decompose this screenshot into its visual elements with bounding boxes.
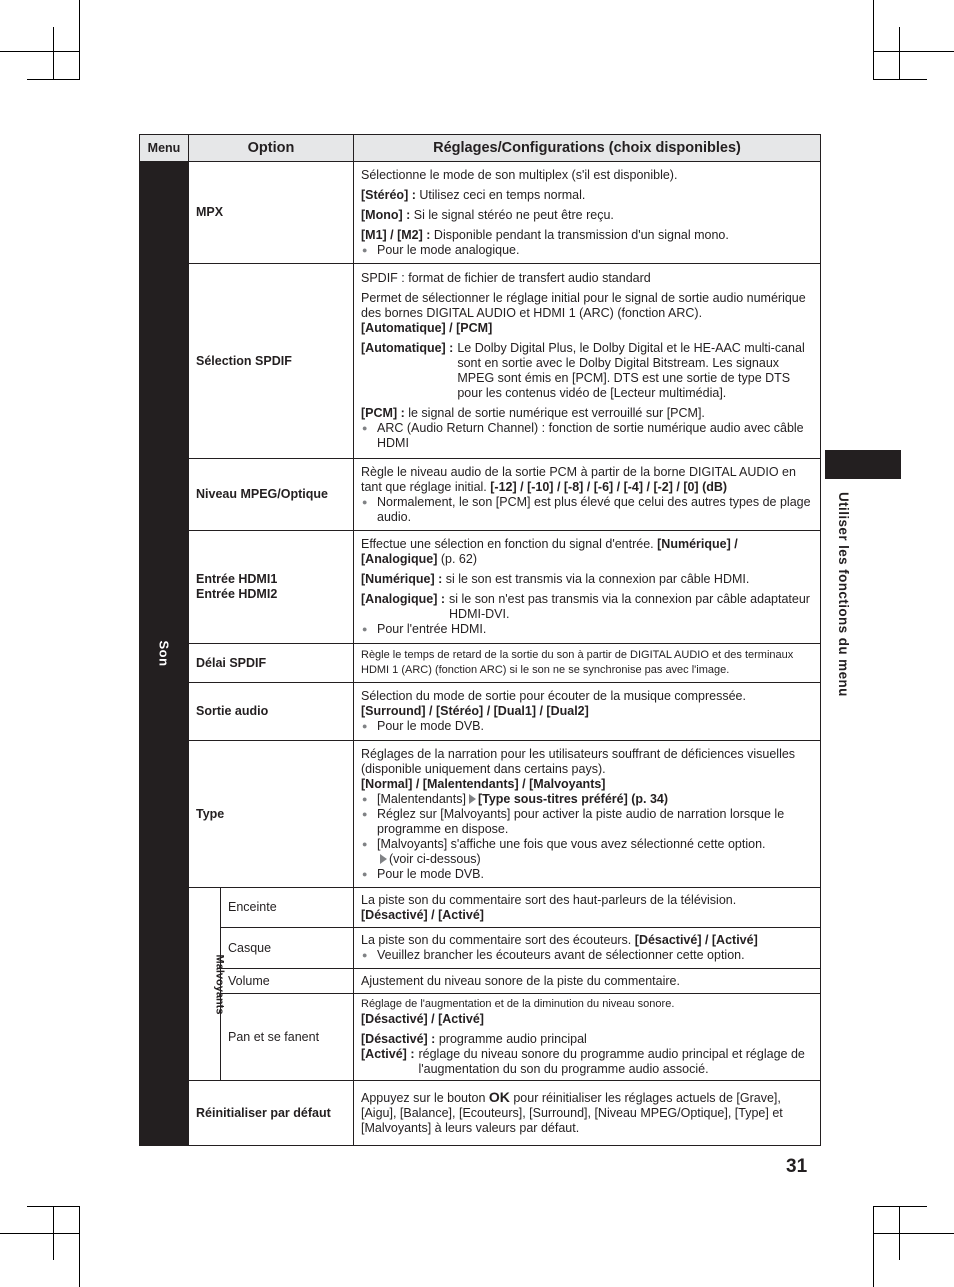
settings-spdif: SPDIF : format de fichier de transfert audio standard Permet de sélectionner le réglage initial pour le signal de sortie audio numérique des bornes DIGITAL AUDIO et HDMI 1 (ARC) (fonction ARC). [Automatique] / [PCM] [Automatique] : Le Dolby Digital Plus, le Dolby Digital et le HE-AAC multi-canal sont en sortie avec le Dolby Digital Bitstream. Les signaux MPEG sont émis en [PCM]. DTS est une sortie de type DTS pour les contenus vidéo de [Lecteur multimédia]. [PCM] : le signal de sortie numérique est verrouillé sur [PCM]. ● ARC (Audio Return Channel) : fonction de sortie numérique audio avec câble HDMI bbox=[354, 264, 821, 459]
crop-mark bbox=[873, 1206, 927, 1207]
subgroup-label-malvoyants: Malvoyants bbox=[189, 888, 221, 1081]
option-volume: Volume bbox=[221, 969, 354, 994]
arrow-icon bbox=[380, 854, 387, 864]
settings-type: Réglages de la narration pour les utilisateurs souffrant de déficiences visuelles (disponible uniquement dans certains pays). [Normal] / [Malentendants] / [Malvoyants] ● [Malentendants] [Type sous-titres préféré] (p. 34) ● Réglez sur [Malvoyants] pour activer la piste audio de narration lorsque le programme en dispose. ● [Malvoyants] s'affiche une fois que vous avez sélectionné cette option. (voir ci-dessous) ● Pour le mode DVB. bbox=[354, 741, 821, 888]
crop-mark bbox=[27, 79, 80, 80]
option-spdif: Sélection SPDIF bbox=[189, 264, 354, 459]
crop-mark bbox=[899, 27, 900, 80]
crop-mark bbox=[79, 0, 80, 80]
settings-speaker: La piste son du commentaire sort des haut-parleurs de la télévision. [Désactivé] / [Activé] bbox=[354, 888, 821, 928]
crop-mark bbox=[0, 1233, 80, 1234]
crop-mark bbox=[79, 1206, 80, 1287]
settings-headphone: La piste son du commentaire sort des écouteurs. [Désactivé] / [Activé] ● Veuillez brancher les écouteurs avant de sélectionner cette option. bbox=[354, 928, 821, 969]
table-row-mpeg bbox=[140, 459, 821, 531]
option-hdmi: Entrée HDMI1 Entrée HDMI2 bbox=[189, 531, 354, 644]
option-mpeg: Niveau MPEG/Optique bbox=[189, 459, 354, 531]
settings-delay: Règle le temps de retard de la sortie du son à partir de DIGITAL AUDIO et des terminaux HDMI 1 (ARC) (fonction ARC) si le son ne se synchronise pas avec l'image. bbox=[354, 644, 821, 683]
crop-mark bbox=[27, 1206, 80, 1207]
chapter-title: Utiliser les fonctions du menu bbox=[836, 492, 851, 697]
table-row-mpx bbox=[140, 162, 821, 264]
table-row-output bbox=[140, 683, 821, 741]
table-row-reset bbox=[140, 1081, 821, 1146]
settings-mpx: Sélectionne le mode de son multiplex (s'il est disponible). [Stéréo] : Utilisez ceci en temps normal. [Mono] : Si le signal stéréo ne peut être reçu. [M1] / [M2] : Disponible pendant la transmission d'un signal mono. ● Pour le mode analogique. bbox=[354, 162, 821, 264]
table-header-row bbox=[140, 135, 821, 162]
crop-mark bbox=[873, 1233, 954, 1234]
option-delay: Délai SPDIF bbox=[189, 644, 354, 683]
settings-output: Sélection du mode de sortie pour écouter de la musique compressée. [Surround] / [Stéréo] / [Dual1] / [Dual2] ● Pour le mode DVB. bbox=[354, 683, 821, 741]
crop-mark bbox=[873, 1206, 874, 1287]
crop-mark bbox=[873, 0, 874, 80]
table-row-speaker bbox=[140, 888, 821, 928]
settings-volume: Ajustement du niveau sonore de la piste du commentaire. bbox=[354, 969, 821, 994]
table-row-delay bbox=[140, 644, 821, 683]
crop-mark bbox=[873, 79, 927, 80]
option-output: Sortie audio bbox=[189, 683, 354, 741]
table-row-pan bbox=[140, 994, 821, 1081]
table-row-spdif bbox=[140, 264, 821, 459]
header-menu: Menu bbox=[140, 135, 189, 162]
chapter-tab bbox=[825, 450, 901, 479]
header-settings: Réglages/Configurations (choix disponibles) bbox=[354, 135, 821, 162]
option-speaker: Enceinte bbox=[221, 888, 354, 928]
group-label-son: Son bbox=[140, 162, 189, 1146]
arrow-icon bbox=[469, 794, 476, 804]
option-headphone: Casque bbox=[221, 928, 354, 969]
table-row-type bbox=[140, 741, 821, 888]
settings-pan: Réglage de l'augmentation et de la diminution du niveau sonore. [Désactivé] / [Activé] [Désactivé] : programme audio principal [Activé] : réglage du niveau sonore du programme audio principal et réglage de l'augmentation du son du programme audio associé. bbox=[354, 994, 821, 1081]
crop-mark bbox=[899, 1206, 900, 1260]
table-row-hdmi bbox=[140, 531, 821, 644]
option-pan: Pan et se fanent bbox=[221, 994, 354, 1081]
sound-settings-table bbox=[139, 134, 821, 1146]
crop-mark bbox=[873, 51, 954, 52]
table-row-volume bbox=[140, 969, 821, 994]
crop-mark bbox=[53, 27, 54, 80]
crop-mark bbox=[53, 1206, 54, 1260]
option-type: Type bbox=[189, 741, 354, 888]
settings-hdmi: Effectue une sélection en fonction du signal d'entrée. [Numérique] / [Analogique] (p. 62) [Numérique] : si le son est transmis via la connexion par câble HDMI. [Analogique] : si le son n'est pas transmis via la connexion par câble adaptateur HDMI-DVI. ● Pour l'entrée HDMI. bbox=[354, 531, 821, 644]
option-reset: Réinitialiser par défaut bbox=[189, 1081, 354, 1146]
crop-mark bbox=[0, 51, 80, 52]
option-mpx: MPX bbox=[189, 162, 354, 264]
header-option: Option bbox=[189, 135, 354, 162]
settings-reset: Appuyez sur le bouton OK pour réinitialiser les réglages actuels de [Grave], [Aigu], [Balance], [Ecouteurs], [Surround], [Niveau MPEG/Optique], [Type] et [Malvoyants] à leurs valeurs par défaut. bbox=[354, 1081, 821, 1146]
settings-mpeg: Règle le niveau audio de la sortie PCM à partir de la borne DIGITAL AUDIO en tant que réglage initial. [-12] / [-10] / [-8] / [-6] / [-4] / [-2] / [0] (dB) ● Normalement, le son [PCM] est plus élevé que celui des autres types de plage audio. bbox=[354, 459, 821, 531]
page-number: 31 bbox=[786, 1156, 808, 1177]
table-row-headphone bbox=[140, 928, 821, 969]
